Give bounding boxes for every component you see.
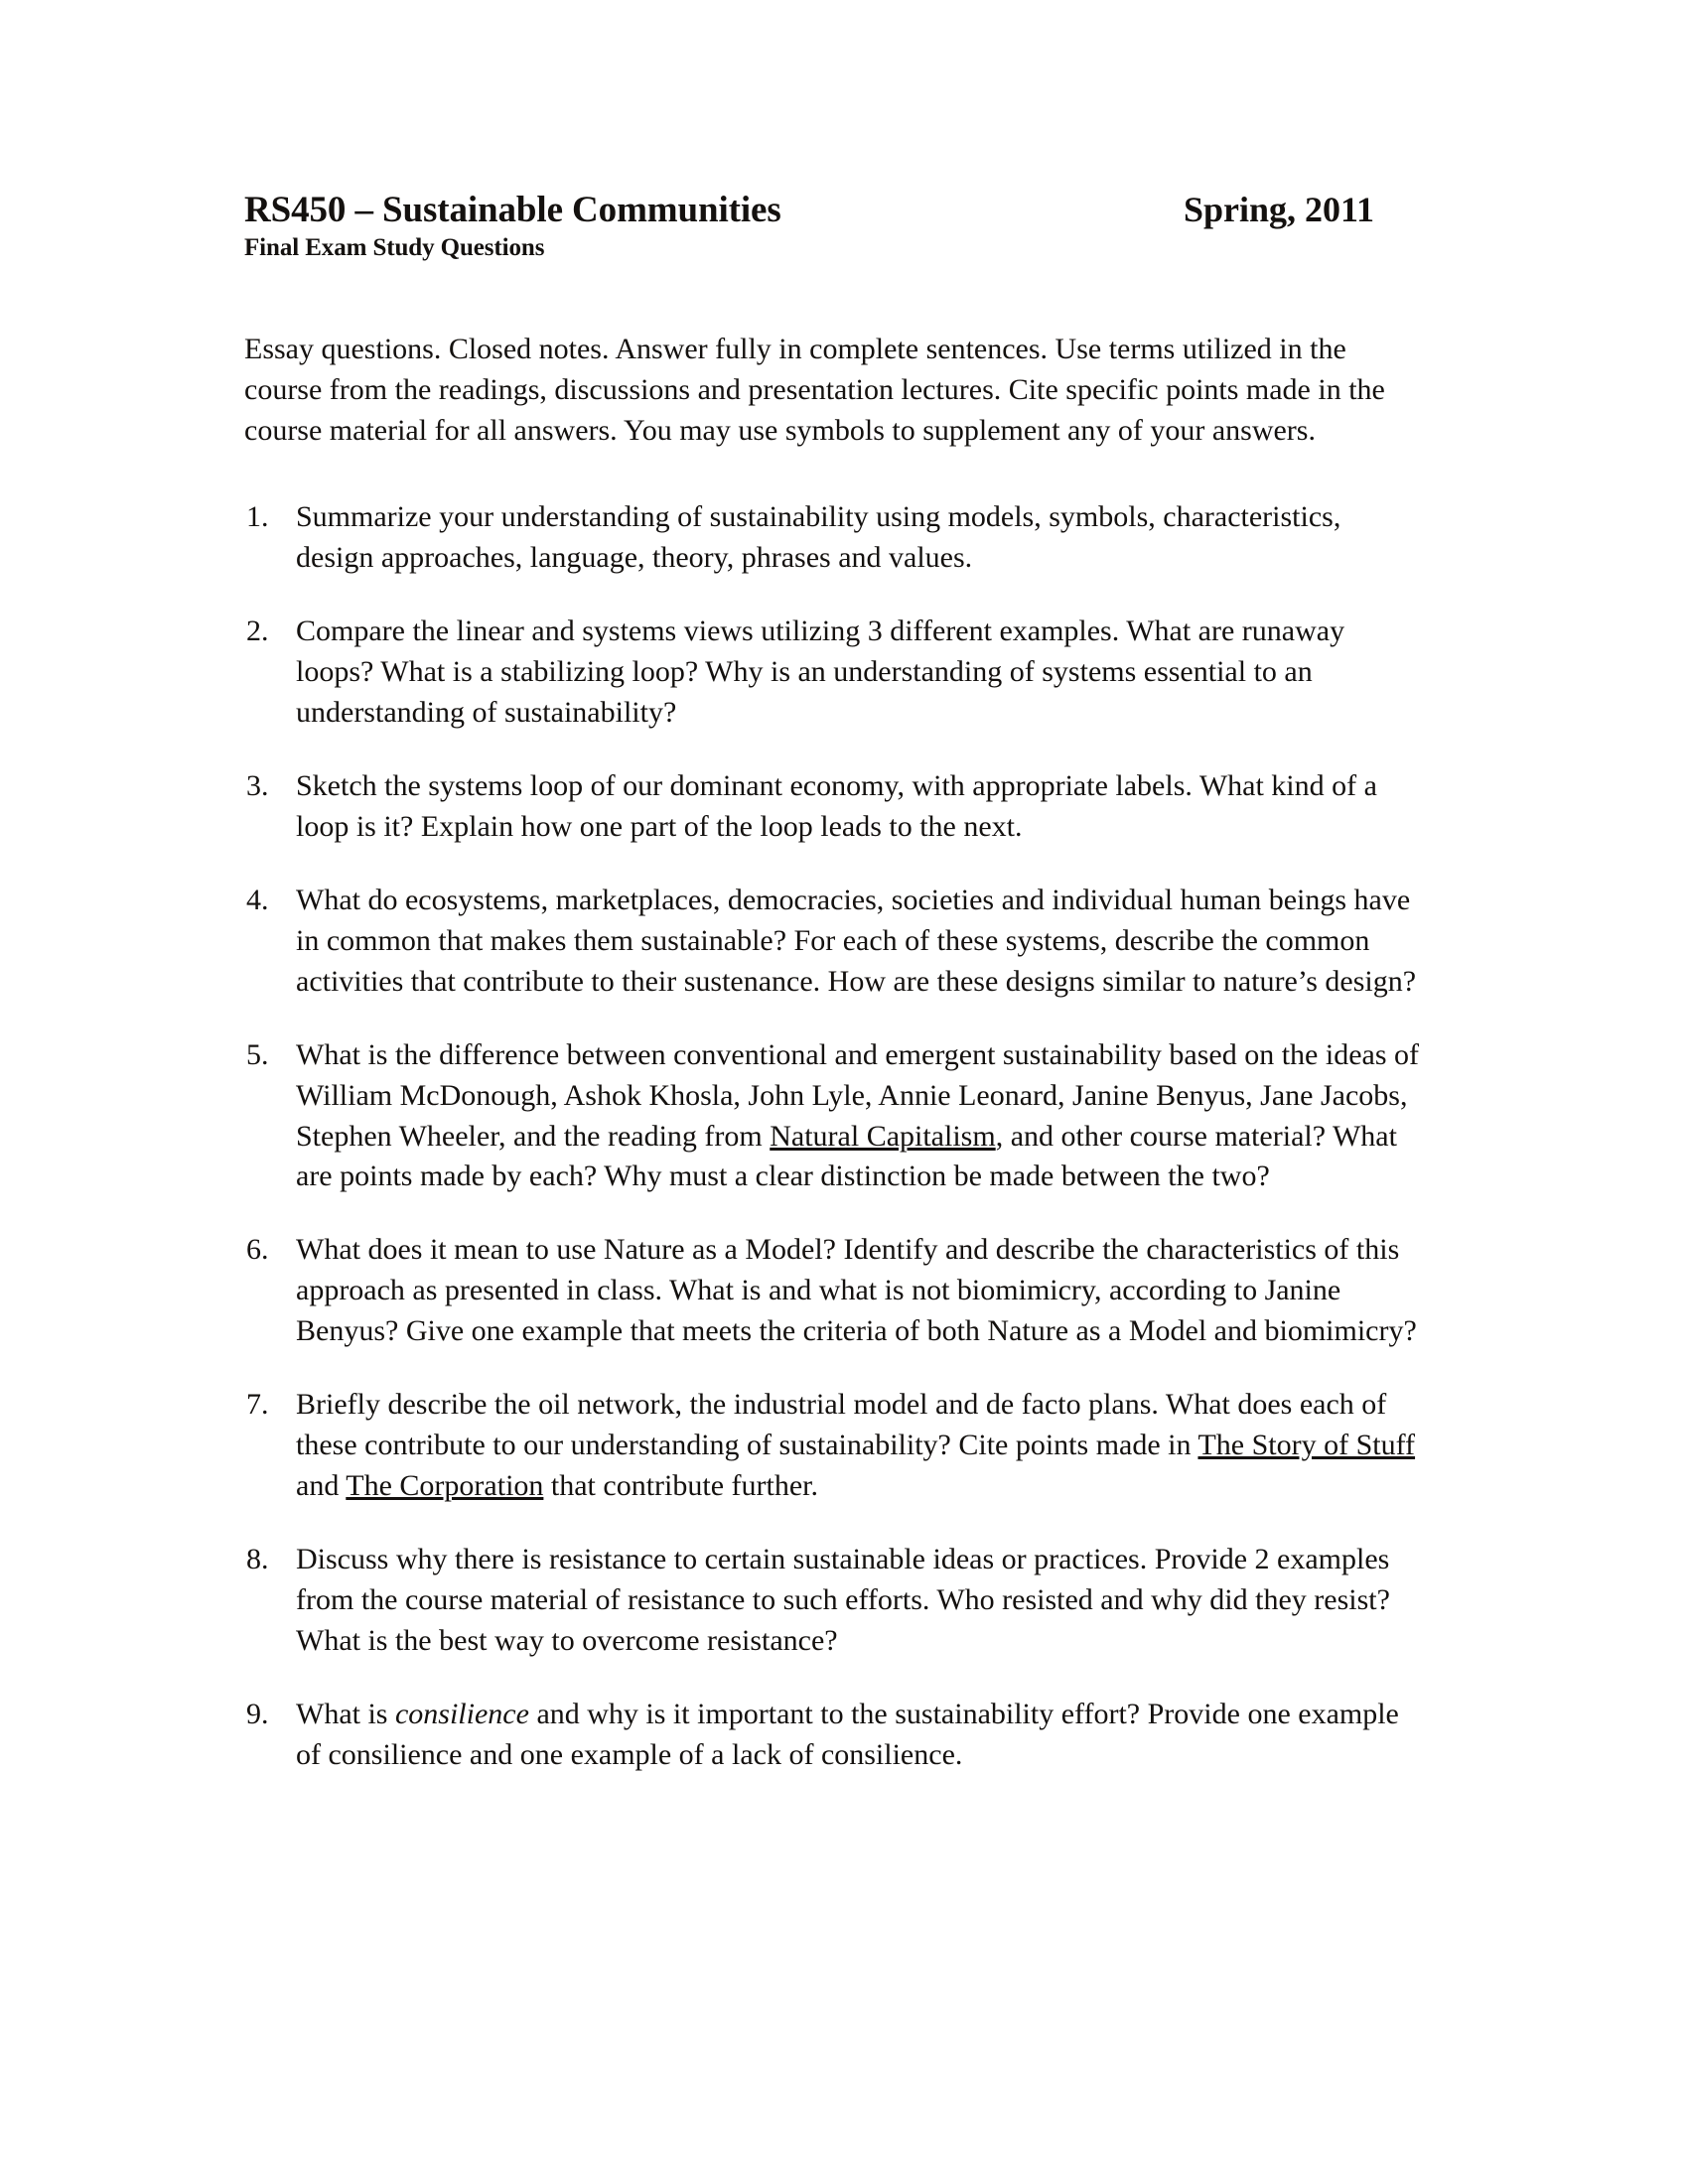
question-number: 3. (246, 768, 269, 802)
question-text: What is the difference between conventional and emergent sustainability based on the ideas of William McDonough, Ashok Khosla, John Lyle, Annie Leonard, Janine Benyus, Jane Jacobs, Stephen Wheeler, and the reading from Natural Capitalism, and other course material? What are points made by each? Why must a clear distinction be made between the two? (296, 1037, 1420, 1193)
question-item (244, 1695, 1426, 1776)
document-header (244, 189, 1386, 230)
question-item (244, 881, 1426, 1003)
course-title: RS450 – Sustainable Communities (244, 190, 781, 230)
question-text: Compare the linear and systems views utilizing 3 different examples. What are runaway loops? What is a stabilizing loop? Why is an understanding of systems essential to an understanding of sustainability? (296, 614, 1345, 729)
question-item (244, 1035, 1426, 1198)
question-item (244, 1385, 1426, 1507)
question-item (244, 612, 1426, 734)
question-number: 1. (246, 500, 269, 534)
question-item (244, 497, 1426, 579)
instructions-paragraph: Essay questions. Closed notes. Answer fully in complete sentences. Use terms utilized in the course from the readings, discussions and presentation lectures. Cite specific points made in the course material for all answers. You may use symbols to supplement any of your answers. (244, 333, 1385, 448)
question-text: What does it mean to use Nature as a Model? Identify and describe the characteristics of this approach as presented in class. What is and what is not biomimicry, according to Janine Benyus? Give one example that meets the criteria of both Nature as a Model and biomimicry? (296, 1233, 1417, 1348)
question-text: What is consilience and why is it important to the sustainability effort? Provide one example of consilience and one example of a lack of consilience. (296, 1697, 1399, 1771)
question-number: 8. (246, 1543, 269, 1575)
question-text: Discuss why there is resistance to certain sustainable ideas or practices. Provide 2 examples from the course material of resistance to such efforts. Who resisted and why did they resist? What is the best way to overcome resistance? (296, 1543, 1390, 1657)
question-item (244, 1540, 1426, 1662)
question-text: Briefly describe the oil network, the industrial model and de facto plans. What does each of these contribute to our understanding of sustainability? Cite points made in The Story of Stuff and The Corporation that contribute further. (296, 1388, 1416, 1503)
question-number: 7. (246, 1388, 269, 1422)
question-text: Sketch the systems loop of our dominant economy, with appropriate labels. What kind of a loop is it? Explain how one part of the loop leads to the next. (296, 768, 1377, 843)
question-text: What do ecosystems, marketplaces, democracies, societies and individual human beings have in common that makes them sustainable? For each of these systems, describe the common activities that contribute to their sustenance. How are these designs similar to nature’s design? (296, 883, 1417, 998)
document-body (244, 189, 1426, 1809)
question-number: 6. (246, 1233, 269, 1267)
question-list (244, 497, 1426, 1775)
question-item (244, 1230, 1426, 1352)
term-label: Spring, 2011 (1183, 190, 1374, 229)
document-subtitle: Final Exam Study Questions (244, 234, 545, 262)
question-number: 9. (246, 1697, 269, 1730)
question-number: 5. (246, 1037, 269, 1071)
question-item (244, 766, 1426, 848)
question-number: 2. (246, 614, 269, 648)
question-text: Summarize your understanding of sustainability using models, symbols, characteristics, design approaches, language, theory, phrases and values. (296, 500, 1341, 575)
question-number: 4. (246, 883, 269, 916)
